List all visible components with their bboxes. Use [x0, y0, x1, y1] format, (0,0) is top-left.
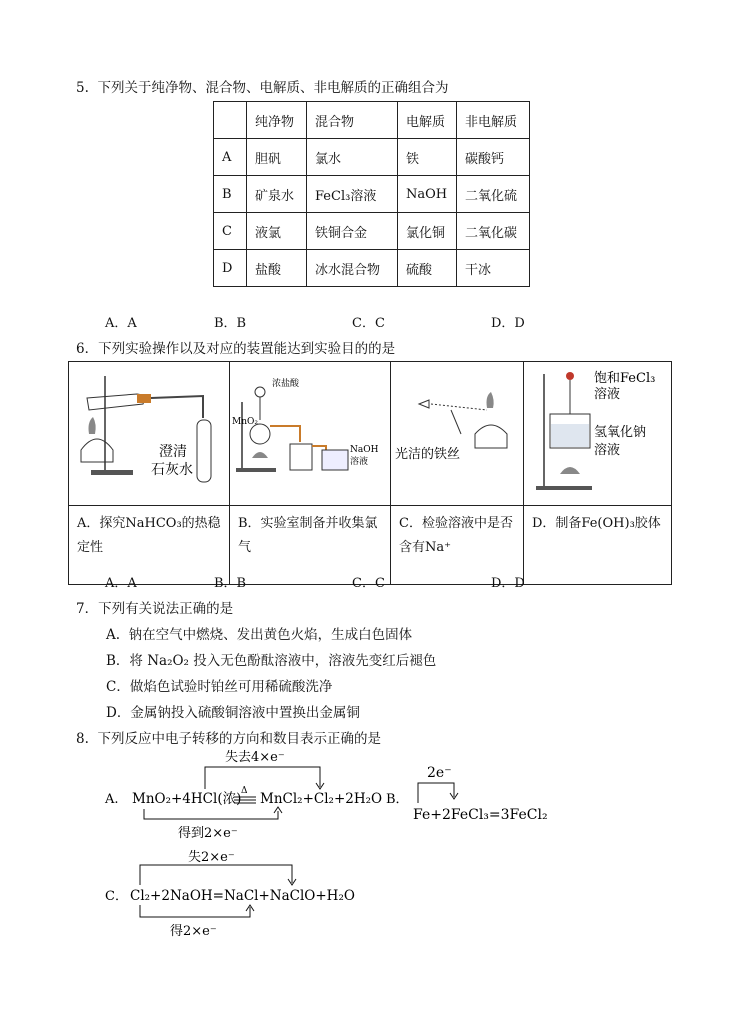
q8-b-top-label: 2e⁻ [427, 765, 452, 781]
table-row [69, 362, 672, 506]
apparatus-b-figure [230, 362, 390, 501]
apparatus-d-figure [524, 362, 671, 501]
apparatus-d-naoh-label-2: 溶液 [594, 443, 621, 458]
q8-b-equation: Fe+2FeCl₃=3FeCl₂ [413, 807, 548, 823]
q8-c-top-label: 失2×e⁻ [188, 850, 235, 865]
apparatus-b-naoh-label-1: NaOH [350, 445, 379, 455]
table-cell: C [214, 213, 247, 250]
q6-option-a[interactable]: A．A [105, 576, 137, 591]
apparatus-b-cell [230, 362, 391, 506]
apparatus-b-mno2-label: MnO₂ [232, 417, 258, 427]
table-cell: 碳酸钙 [457, 139, 530, 176]
q5-option-b[interactable]: B．B [214, 316, 247, 331]
apparatus-b-naoh-label-2: 溶液 [350, 457, 369, 467]
table-cell: 二氧化硫 [457, 176, 530, 213]
table-cell: 氯化铜 [398, 213, 457, 250]
apparatus-b-acid-label: 浓盐酸 [272, 379, 300, 389]
table-cell: 冰水混合物 [307, 250, 398, 287]
table-row [214, 250, 530, 287]
table-cell: A [214, 139, 247, 176]
q8-c-equation: Cl₂+2NaOH=NaCl+NaClO+H₂O [130, 888, 355, 904]
apparatus-a-cell [69, 362, 230, 506]
table-cell: 液氯 [247, 213, 307, 250]
q6-table [68, 361, 672, 585]
q7-choice-c[interactable]: C．做焰色试验时铂丝可用稀硫酸洗净 [106, 679, 333, 695]
q8-a-equation-right: MnCl₂+Cl₂+2H₂O [260, 791, 383, 807]
table-cell: 硫酸 [398, 250, 457, 287]
table-cell: 混合物 [307, 102, 398, 139]
q7-stem: 7．下列有关说法正确的是 [76, 601, 234, 617]
table-cell: FeCl₃溶液 [307, 176, 398, 213]
q8-a-top-label: 失去4×e⁻ [225, 750, 285, 765]
table-cell: 盐酸 [247, 250, 307, 287]
table-cell: B [214, 176, 247, 213]
q6-option-d[interactable]: D．D [491, 576, 525, 591]
q8-equations [100, 745, 700, 945]
q7-choice-d[interactable]: D．金属钠投入硫酸铜溶液中置换出金属铜 [106, 705, 360, 721]
q6-option-c[interactable]: C．C [352, 576, 385, 591]
table-cell: 非电解质 [457, 102, 530, 139]
table-cell: 二氧化碳 [457, 213, 530, 250]
q7-choice-b[interactable]: B．将 Na₂O₂ 投入无色酚酞溶液中，溶液先变红后褪色 [106, 653, 437, 669]
apparatus-c-wire-label: 光洁的铁丝 [395, 447, 461, 462]
table-cell: 氯水 [307, 139, 398, 176]
apparatus-a-label-1: 澄清 [159, 444, 187, 460]
table-cell: 纯净物 [247, 102, 307, 139]
q8-c-bottom-label: 得2×e⁻ [170, 924, 217, 939]
q8-b-label: B． [386, 792, 409, 807]
table-row [214, 176, 530, 213]
q5-stem: 5. 下列关于纯净物、混合物、电解质、非电解质的正确组合为 [76, 80, 449, 96]
table-cell: 铁 [398, 139, 457, 176]
q7-choice-a[interactable]: A. 钠在空气中燃烧、发出黄色火焰，生成白色固体 [106, 627, 413, 643]
apparatus-d-cell [524, 362, 672, 506]
caption-c: C．检验溶液中是否含有Na⁺ [391, 506, 524, 585]
q5-table [213, 101, 530, 287]
table-cell: 矿泉水 [247, 176, 307, 213]
table-cell: NaOH [398, 176, 457, 213]
apparatus-c-cell [391, 362, 524, 506]
table-cell: 电解质 [398, 102, 457, 139]
q5-option-a[interactable]: A．A [105, 316, 137, 331]
table-cell: 胆矾 [247, 139, 307, 176]
apparatus-d-fecl3-label-2: 溶液 [594, 387, 621, 402]
apparatus-d-naoh-label-1: 氢氧化钠 [594, 425, 647, 440]
q6-option-b[interactable]: B．B [214, 576, 247, 591]
apparatus-c-figure [391, 362, 523, 501]
caption-d: D．制备Fe(OH)₃胶体 [524, 506, 672, 585]
caption-a: A．探究NaHCO₃的热稳定性 [69, 506, 230, 585]
apparatus-d-fecl3-label-1: 饱和FeCl₃ [594, 371, 656, 386]
table-row [214, 102, 530, 139]
q8-a-equation-left: MnO₂+4HCl(浓) [132, 791, 242, 807]
q8-a-label: A. [105, 792, 119, 807]
q8-a-bottom-label: 得到2×e⁻ [178, 826, 238, 841]
caption-b: B．实验室制备并收集氯气 [230, 506, 391, 585]
q6-stem: 6．下列实验操作以及对应的装置能达到实验目的的是 [76, 341, 396, 357]
table-row [214, 139, 530, 176]
q8-a-delta: Δ [241, 786, 248, 796]
table-cell: D [214, 250, 247, 287]
q5-option-d[interactable]: D．D [491, 316, 525, 331]
table-row [214, 213, 530, 250]
table-cell [214, 102, 247, 139]
q8-c-label: C． [105, 889, 128, 904]
table-cell: 干冰 [457, 250, 530, 287]
q8-stem: 8. 下列反应中电子转移的方向和数目表示正确的是 [76, 731, 381, 747]
apparatus-a-figure [69, 362, 229, 501]
apparatus-a-label-2: 石灰水 [151, 462, 193, 478]
table-cell: 铁铜合金 [307, 213, 398, 250]
q5-option-c[interactable]: C．C [352, 316, 385, 331]
